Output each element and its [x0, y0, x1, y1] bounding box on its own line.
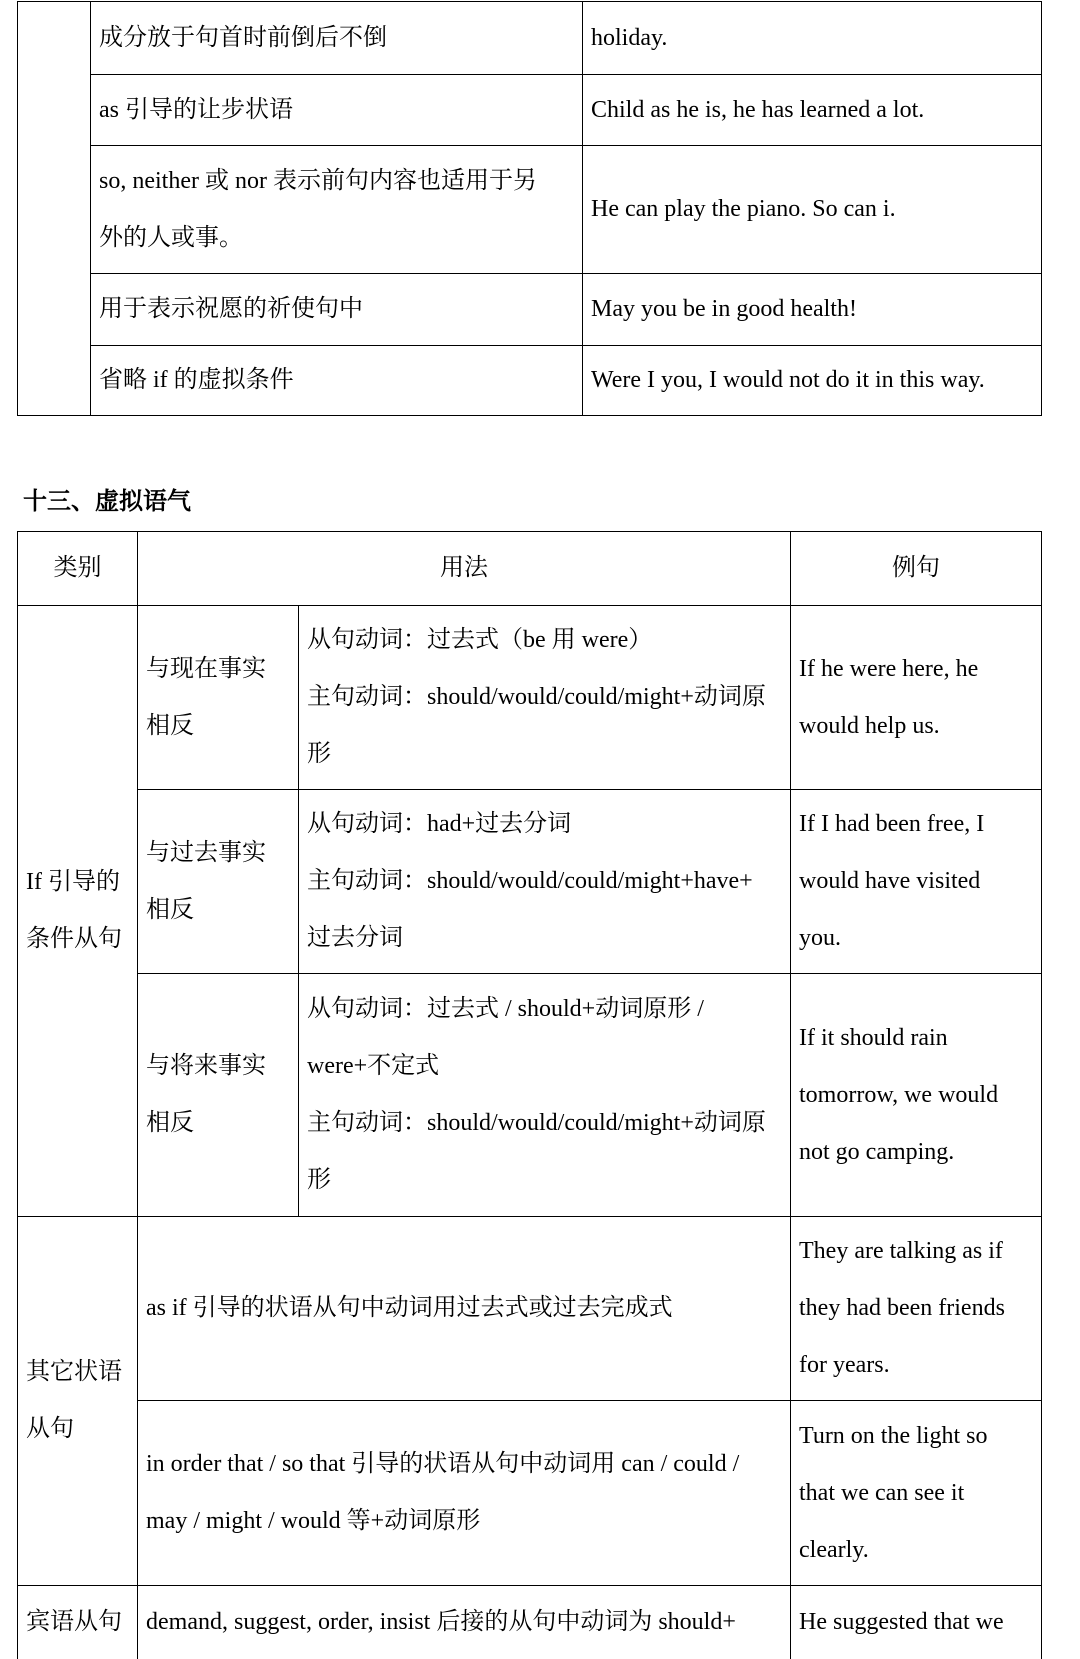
usage-line: as if 引导的状语从句中动词用过去式或过去完成式 [146, 1295, 673, 1321]
category-cell [18, 2, 91, 416]
usage-cell [138, 1586, 791, 1659]
example-cell [791, 1401, 1042, 1586]
usage-line: were+不定式 [307, 1053, 440, 1079]
usage-line: 从句动词：过去式 / should+动词原形 / [307, 996, 704, 1022]
example-line: would help us. [799, 712, 940, 739]
table-row [18, 1401, 1042, 1586]
usage-line: 用于表示祝愿的祈使句中 [99, 296, 363, 322]
category-line: If 引导的 [26, 869, 120, 895]
table-row [18, 1217, 1042, 1401]
example-line: He can play the piano. So can i. [591, 196, 896, 222]
example-line: clearly. [799, 1536, 869, 1563]
usage-cell [91, 274, 583, 346]
usage-cell [91, 75, 583, 146]
usage-line: may / might / would 等+动词原形 [146, 1508, 481, 1534]
example-line: If it should rain [799, 1024, 948, 1051]
usage-line: 形 [307, 1167, 331, 1193]
section-heading: 十三、虚拟语气 [23, 489, 191, 515]
header-example [791, 532, 1042, 606]
usage-line: 主句动词：should/would/could/might+动词原 [307, 684, 766, 710]
subjunctive-table [17, 531, 1042, 1659]
condition-line: 与将来事实 [146, 1053, 266, 1079]
example-line: not go camping. [799, 1138, 955, 1165]
header-label: 例句 [892, 555, 940, 581]
usage-line: 省略 if 的虚拟条件 [99, 367, 294, 393]
usage-line: 主句动词：should/would/could/might+动词原 [307, 1110, 766, 1136]
condition-line: 相反 [146, 896, 194, 923]
example-line: He suggested that we [799, 1608, 1004, 1635]
category-line: 宾语从句 [26, 1608, 122, 1635]
condition-line: 相反 [146, 712, 194, 739]
example-line: Were I you, I would not do it in this way. [591, 367, 985, 393]
usage-cell [138, 1401, 791, 1586]
usage-cell [138, 1217, 791, 1401]
example-cell [583, 274, 1042, 346]
inversion-table [17, 1, 1042, 416]
example-cell [791, 790, 1042, 974]
usage-line: 成分放于句首时前倒后不倒 [99, 24, 387, 51]
example-line: Child as he is, he has learned a lot. [591, 96, 925, 123]
example-cell [583, 346, 1042, 416]
header-category [18, 532, 138, 606]
table-row [18, 346, 1042, 416]
example-line: you. [799, 925, 841, 951]
usage-cell [299, 974, 791, 1217]
usage-line: 过去分词 [307, 925, 403, 951]
category-line: 其它状语 [26, 1359, 122, 1385]
category-line: 从句 [26, 1416, 74, 1442]
table-row [18, 790, 1042, 974]
usage-cell [91, 146, 583, 274]
usage-line: demand, suggest, order, insist 后接的从句中动词为 should+ [146, 1608, 736, 1635]
category-cell-object-clause [18, 1586, 138, 1659]
table-row [18, 2, 1042, 75]
header-label: 类别 [53, 555, 102, 581]
usage-line: 形 [307, 741, 331, 767]
usage-line: so, neither 或 nor 表示前句内容也适用于另 [99, 167, 537, 194]
example-line: They are talking as if [799, 1238, 1003, 1264]
header-label: 用法 [440, 555, 488, 581]
table-row [18, 606, 1042, 790]
example-line: for years. [799, 1352, 890, 1378]
example-cell [791, 1586, 1042, 1659]
category-line: 条件从句 [26, 926, 122, 952]
usage-line: as 引导的让步状语 [99, 96, 293, 123]
condition-cell [138, 606, 299, 790]
table-row [18, 146, 1042, 274]
category-cell-adverbial-clause [18, 1217, 138, 1586]
condition-cell [138, 974, 299, 1217]
usage-line: 从句动词：had+过去分词 [307, 811, 572, 837]
example-line: May you be in good health! [591, 296, 857, 322]
usage-cell [299, 790, 791, 974]
example-line: that we can see it [799, 1479, 965, 1506]
usage-line: in order that / so that 引导的状语从句中动词用 can / could / [146, 1451, 740, 1477]
example-line: Turn on the light so [799, 1422, 988, 1449]
header-usage [138, 532, 791, 606]
usage-cell [91, 2, 583, 75]
table-row [18, 75, 1042, 146]
condition-line: 与过去事实 [146, 839, 266, 866]
example-line: If I had been free, I [799, 811, 985, 837]
condition-line: 与现在事实 [146, 655, 266, 682]
usage-line: 主句动词：should/would/could/might+have+ [307, 868, 753, 894]
usage-cell [91, 346, 583, 416]
category-cell-if-clause [18, 606, 138, 1217]
usage-line: 从句动词：过去式（be 用 were） [307, 627, 653, 653]
condition-line: 相反 [146, 1110, 194, 1136]
usage-line: 外的人或事。 [99, 224, 243, 251]
example-cell [791, 1217, 1042, 1401]
example-cell [583, 75, 1042, 146]
example-line: they had been friends [799, 1295, 1005, 1321]
example-line: If he were here, he [799, 655, 979, 682]
example-line: would have visited [799, 868, 981, 894]
header-row [18, 532, 1042, 606]
table-row [18, 974, 1042, 1217]
condition-cell [138, 790, 299, 974]
example-cell [583, 146, 1042, 274]
table-row [18, 1586, 1042, 1659]
example-cell [791, 974, 1042, 1217]
example-cell [791, 606, 1042, 790]
example-line: holiday. [591, 24, 668, 51]
example-line: tomorrow, we would [799, 1081, 999, 1108]
usage-cell [299, 606, 791, 790]
table-row [18, 274, 1042, 346]
example-cell [583, 2, 1042, 75]
